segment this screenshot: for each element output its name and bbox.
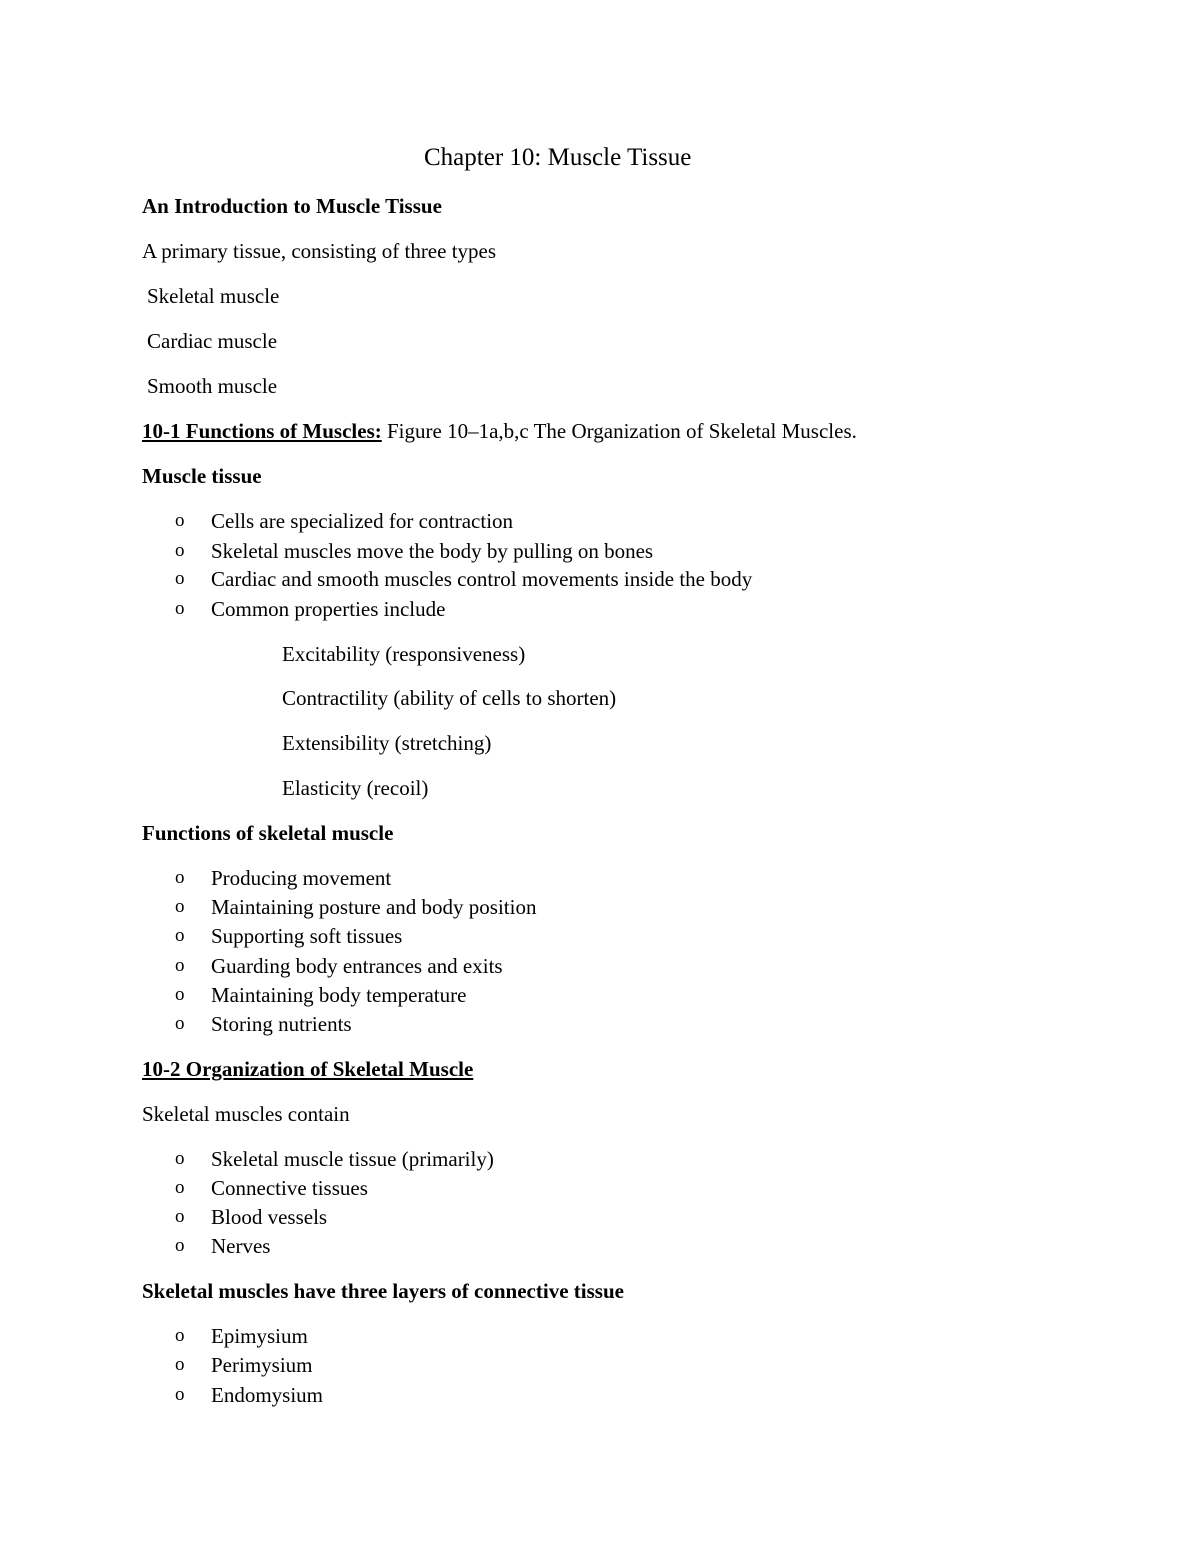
figure-reference: Figure 10–1a,b,c The Organization of Skeletal Muscles. (381, 419, 857, 443)
bullet-marker: o (175, 867, 185, 888)
muscle-type: Cardiac muscle (147, 329, 278, 353)
bullet-marker: o (175, 1177, 185, 1198)
bullet-marker: o (175, 1013, 185, 1034)
bullet-marker: o (175, 984, 185, 1005)
list-item: Epimysium (211, 1324, 308, 1348)
section2-heading: 10-2 Organization of Skeletal Muscle (142, 1057, 474, 1081)
functions-heading: Functions of skeletal muscle (142, 821, 394, 845)
bullet-marker: o (175, 540, 185, 561)
list-item: Cardiac and smooth muscles control movements inside the body (211, 567, 753, 591)
list-item: Common properties include (211, 597, 446, 621)
property-item: Elasticity (recoil) (282, 776, 429, 800)
section1-heading: 10-1 Functions of Muscles: (142, 419, 382, 443)
bullet-marker: o (175, 568, 185, 589)
bullet-marker: o (175, 896, 185, 917)
intro-heading: An Introduction to Muscle Tissue (142, 194, 442, 218)
bullet-marker: o (175, 1148, 185, 1169)
list-item: Skeletal muscles move the body by pulling on bones (211, 539, 654, 563)
bullet-marker: o (175, 1235, 185, 1256)
list-item: Maintaining posture and body position (211, 895, 537, 919)
list-item: Skeletal muscle tissue (primarily) (211, 1147, 494, 1171)
intro-text: A primary tissue, consisting of three types (142, 239, 497, 263)
list-item: Nerves (211, 1234, 271, 1258)
layers-heading: Skeletal muscles have three layers of connective tissue (142, 1279, 624, 1303)
bullet-marker: o (175, 925, 185, 946)
list-item: Perimysium (211, 1353, 313, 1377)
bullet-marker: o (175, 1206, 185, 1227)
list-item: Endomysium (211, 1383, 324, 1407)
bullet-marker: o (175, 1354, 185, 1375)
muscle-tissue-heading: Muscle tissue (142, 464, 262, 488)
section1-line (142, 419, 857, 443)
page-title: Chapter 10: Muscle Tissue (424, 144, 692, 171)
section2-text: Skeletal muscles contain (142, 1102, 350, 1126)
list-item: Producing movement (211, 866, 392, 890)
list-item: Maintaining body temperature (211, 983, 467, 1007)
bullet-marker: o (175, 1325, 185, 1346)
list-item: Storing nutrients (211, 1012, 352, 1036)
list-item: Blood vessels (211, 1205, 328, 1229)
list-item: Cells are specialized for contraction (211, 509, 514, 533)
bullet-marker: o (175, 1384, 185, 1405)
muscle-type: Smooth muscle (147, 374, 278, 398)
bullet-marker: o (175, 955, 185, 976)
muscle-type: Skeletal muscle (147, 284, 280, 308)
property-item: Contractility (ability of cells to shorten) (282, 686, 617, 710)
property-item: Extensibility (stretching) (282, 731, 492, 755)
bullet-marker: o (175, 598, 185, 619)
bullet-marker: o (175, 510, 185, 531)
list-item: Connective tissues (211, 1176, 368, 1200)
list-item: Guarding body entrances and exits (211, 954, 503, 978)
list-item: Supporting soft tissues (211, 924, 403, 948)
property-item: Excitability (responsiveness) (282, 642, 526, 666)
